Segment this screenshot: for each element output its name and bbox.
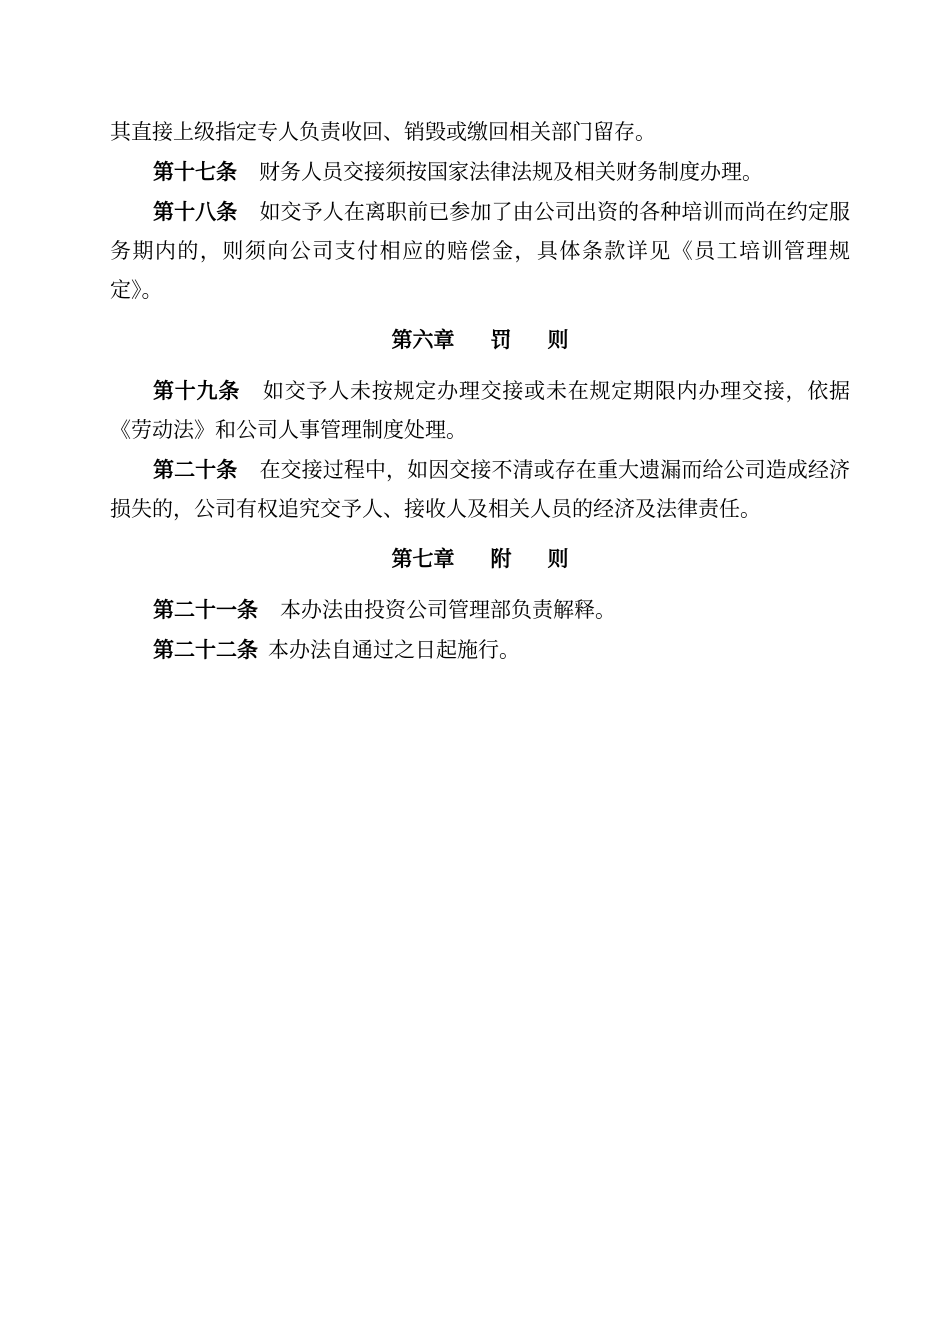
article-20-label: 第二十条	[153, 457, 238, 482]
article-19-text: 如交予人未按规定办理交接或未在规定期限内办理交接，依据《劳动法》和公司人事管理制度处理。	[110, 379, 851, 442]
chapter-7-number: 第七章	[391, 546, 455, 571]
continuation-paragraph	[110, 113, 850, 152]
article-18	[110, 192, 850, 310]
article-19-label: 第十九条	[153, 378, 241, 403]
article-22-text: 本办法自通过之日起施行。	[268, 638, 520, 662]
chapter-6-title-1: 罚	[490, 327, 512, 352]
article-21-label: 第二十一条	[153, 597, 258, 622]
article-20	[110, 450, 850, 529]
article-21	[110, 590, 850, 630]
chapter-6-number: 第六章	[391, 327, 455, 352]
continuation-text: 其直接上级指定专人负责收回、销毁或缴回相关部门留存。	[110, 120, 656, 144]
article-17-text: 财务人员交接须按国家法律法规及相关财务制度办理。	[259, 160, 763, 184]
article-17-label: 第十七条	[153, 159, 237, 184]
article-17	[110, 152, 850, 192]
chapter-6-title-2: 则	[547, 327, 569, 352]
article-19	[110, 371, 850, 450]
document-page	[110, 113, 850, 670]
article-18-text: 如交予人在离职前已参加了由公司出资的各种培训而尚在约定服务期内的，则须向公司支付相应的赔偿金，具体条款详见《员工培训管理规定》。	[110, 200, 850, 302]
article-20-text: 在交接过程中，如因交接不清或存在重大遗漏而给公司造成经济损失的，公司有权追究交予人、接收人及相关人员的经济及法律责任。	[110, 458, 850, 521]
chapter-6-heading	[110, 320, 850, 359]
article-18-label: 第十八条	[153, 199, 238, 224]
chapter-7-heading	[110, 539, 850, 578]
chapter-7-title-2: 则	[547, 546, 569, 571]
article-22	[110, 630, 850, 670]
article-21-text: 本办法由投资公司管理部负责解释。	[280, 598, 616, 622]
article-22-label: 第二十二条	[153, 637, 258, 662]
chapter-7-title-1: 附	[490, 546, 512, 571]
